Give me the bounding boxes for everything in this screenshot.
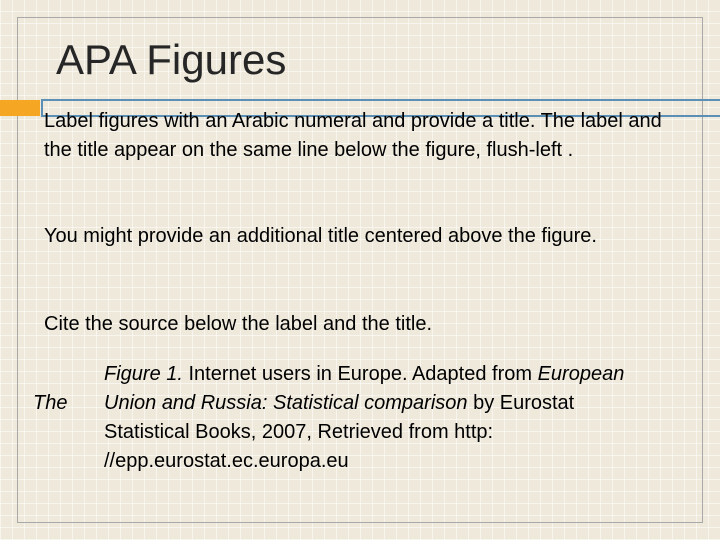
accent-bar xyxy=(0,100,40,116)
source-details: by Eurostat Statistical Books, 2007, Retrieved from http: //epp.eurostat.ec.europa.eu xyxy=(104,392,575,472)
figure-label: Figure 1. xyxy=(104,363,183,385)
source-title: European Union and Russia: Statistical comparison xyxy=(104,363,625,414)
example-word: The xyxy=(33,392,68,414)
figure-caption-example xyxy=(104,360,664,476)
slide-title: APA Figures xyxy=(56,36,287,83)
paragraph-additional-title: You might provide an additional title centered above the figure. xyxy=(44,225,597,247)
paragraph-figure-label: Label figures with an Arabic numeral and provide a title. The label and the title appear on the same line below the figure, flush-left . xyxy=(44,110,662,161)
paragraph-cite-source: Cite the source below the label and the title. xyxy=(44,313,433,335)
figure-title: Internet users in Europe. Adapted from xyxy=(182,363,538,385)
